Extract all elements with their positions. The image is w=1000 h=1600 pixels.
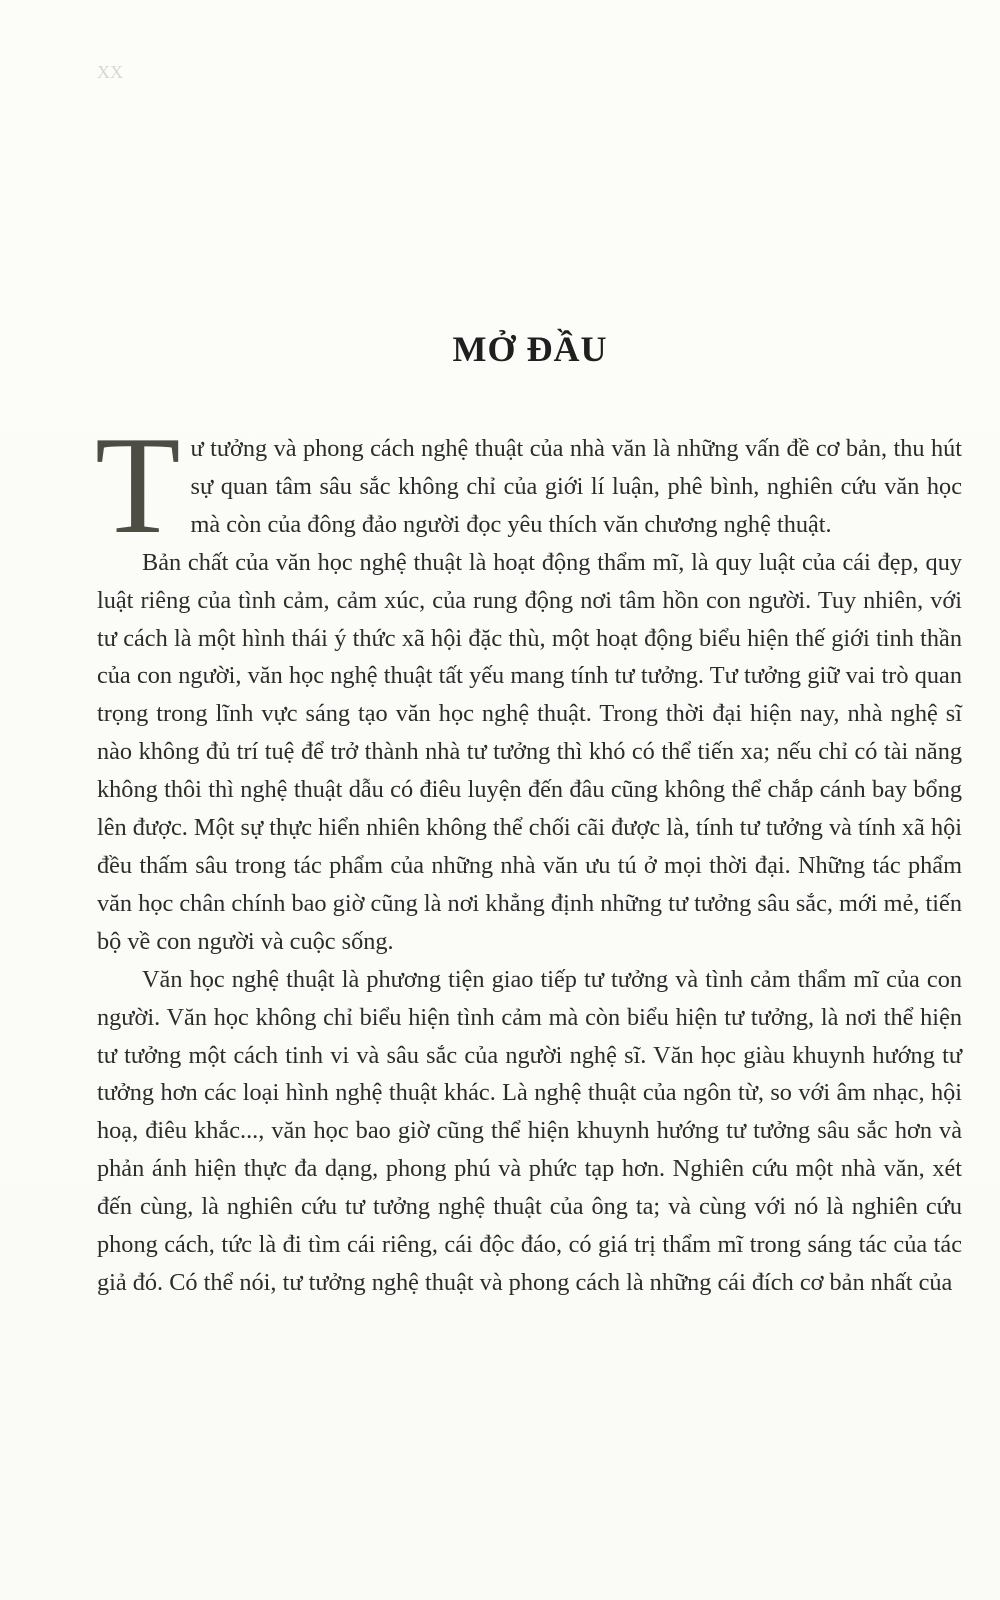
drop-cap: T xyxy=(95,408,181,563)
body-text xyxy=(95,408,962,1302)
chapter-title: MỞ ĐẦU xyxy=(452,329,608,369)
paragraph-3: Văn học nghệ thuật là phương tiện giao tiếp tư tưởng và tình cảm thẩm mĩ của con người. Văn học không chỉ biểu hiện tình cảm mà còn biểu hiện tư tưởng, là nơi thể hiện tư tưởng một cách tinh vi và sâu sắc của người nghệ sĩ. Văn học giàu khuynh hướng tư tưởng hơn các loại hình nghệ thuật khác. Là nghệ thuật của ngôn từ, so với âm nhạc, hội hoạ, điêu khắc..., văn học bao giờ cũng thể hiện khuynh hướng tư tưởng sâu sắc hơn và phản ánh hiện thực đa dạng, phong phú và phức tạp hơn. Nghiên cứu một nhà văn, xét đến cùng, là nghiên cứu tư tưởng nghệ thuật của ông ta; và cùng với nó là nghiên cứu phong cách, tức là đi tìm cái riêng, cái độc đáo, có giá trị thẩm mĩ trong sáng tác của tác giả đó. Có thể nói, tư tưởng nghệ thuật và phong cách là những cái đích cơ bản nhất của xyxy=(97,965,962,1296)
paragraph-1-text: ư tưởng và phong cách nghệ thuật của nhà văn là những vấn đề cơ bản, thu hút sự quan tâm sâu sắc không chỉ của giới lí luận, phê bình, nghiên cứu văn học mà còn của đông đảo người đọc yêu thích văn chương nghệ thuật. xyxy=(190,435,962,538)
paragraph-1 xyxy=(95,408,962,563)
page-number: XX xyxy=(97,62,123,82)
paragraph-2: Bản chất của văn học nghệ thuật là hoạt động thẩm mĩ, là quy luật của cái đẹp, quy luật riêng của tình cảm, cảm xúc, của rung động nơi tâm hồn con người. Tuy nhiên, với tư cách là một hình thái ý thức xã hội đặc thù, một hoạt động biểu hiện thế giới tinh thần của con người, văn học nghệ thuật tất yếu mang tính tư tưởng. Tư tưởng giữ vai trò quan trọng trong lĩnh vực sáng tạo văn học nghệ thuật. Trong thời đại hiện nay, nhà nghệ sĩ nào không đủ trí tuệ để trở thành nhà tư tưởng thì khó có thể tiến xa; nếu chỉ có tài năng không thôi thì nghệ thuật dẫu có điêu luyện đến đâu cũng không thể chắp cánh bay bổng lên được. Một sự thực hiển nhiên không thể chối cãi được là, tính tư tưởng và tính xã hội đều thấm sâu trong tác phẩm của những nhà văn ưu tú ở mọi thời đại. Những tác phẩm văn học chân chính bao giờ cũng là nơi khẳng định những tư tưởng sâu sắc, mới mẻ, tiến bộ về con người và cuộc sống. xyxy=(97,548,962,955)
